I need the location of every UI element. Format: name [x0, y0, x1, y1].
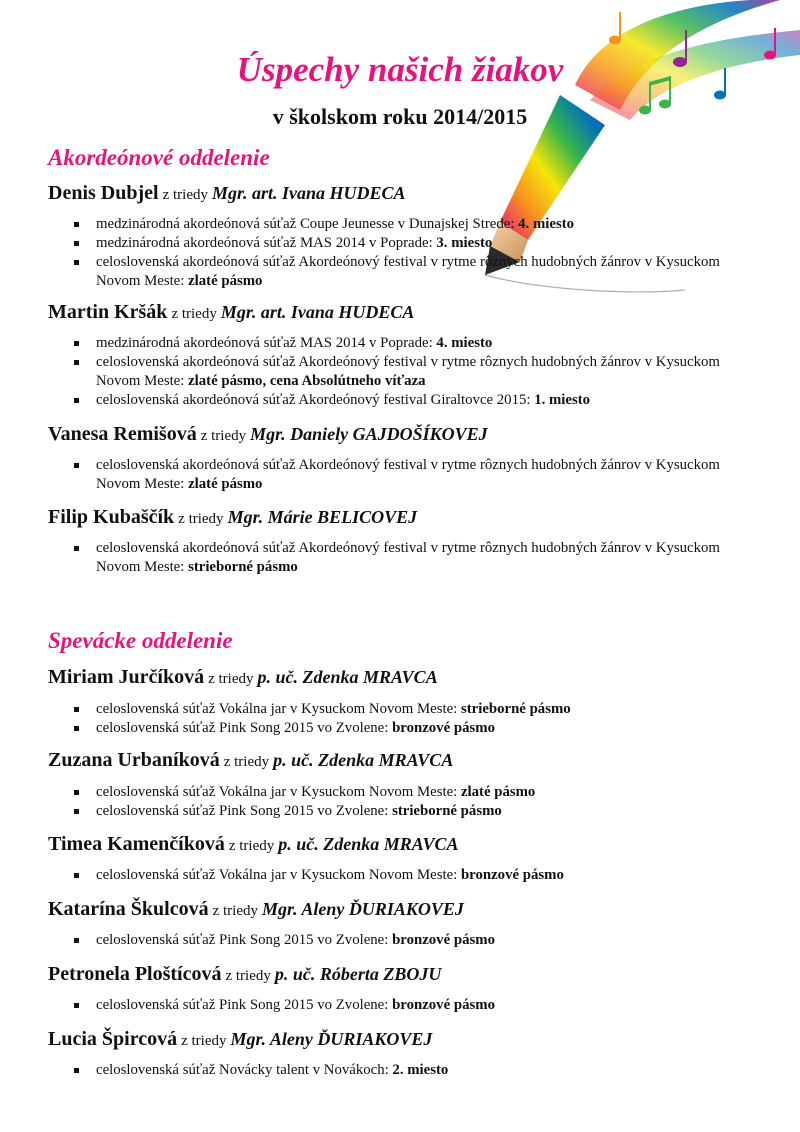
teacher-name: Mgr. Aleny ĎURIAKOVEJ	[261, 899, 464, 919]
list-item: celoslovenská súťaž Pink Song 2015 vo Zvolene: bronzové pásmo	[74, 931, 734, 950]
student-heading	[48, 503, 417, 533]
student-heading	[48, 895, 464, 925]
student-name: Martin Kršák	[48, 301, 168, 323]
student-name: Denis Dubjel	[48, 182, 159, 204]
teacher-name: p. uč. Róberta ZBOJU	[274, 964, 442, 984]
teacher-name: Mgr. Márie BELICOVEJ	[227, 507, 418, 527]
student-heading	[48, 746, 453, 776]
list-item: celoslovenská akordeónová súťaž Akordeónový festival v rytme rôznych hudobných žánrov v Kysuckom Novom Meste: strieborné pásmo	[74, 539, 734, 577]
teacher-name: p. uč. Zdenka MRAVCA	[257, 667, 438, 687]
student-heading	[48, 179, 406, 209]
student-name: Katarína Škulcová	[48, 898, 209, 920]
list-item: medzinárodná akordeónová súťaž MAS 2014 v Poprade: 3. miesto	[74, 234, 734, 253]
teacher-name: Mgr. Daniely GAJDOŠÍKOVEJ	[250, 424, 488, 444]
student-heading	[48, 960, 441, 990]
list-item: celoslovenská súťaž Pink Song 2015 vo Zvolene: bronzové pásmo	[74, 996, 734, 1015]
achievement-list	[74, 996, 734, 1015]
list-item: celoslovenská súťaž Pink Song 2015 vo Zvolene: strieborné pásmo	[74, 802, 734, 821]
class-prefix: z triedy	[225, 968, 271, 984]
class-prefix: z triedy	[162, 187, 208, 203]
teacher-name: p. uč. Zdenka MRAVCA	[273, 750, 454, 770]
student-heading	[48, 298, 414, 328]
achievement-list	[74, 456, 734, 494]
list-item: celoslovenská akordeónová súťaž Akordeónový festival Giraltovce 2015: 1. miesto	[74, 391, 734, 410]
student-name: Filip Kubaščík	[48, 506, 175, 528]
student-heading	[48, 830, 458, 860]
student-name: Vanesa Remišová	[48, 423, 197, 445]
student-name: Zuzana Urbaníková	[48, 749, 220, 771]
class-prefix: z triedy	[181, 1033, 227, 1049]
achievement-list	[74, 1061, 734, 1080]
achievement-list	[74, 700, 734, 738]
page-subtitle: v školskom roku 2014/2015	[272, 104, 528, 129]
page-title: Úspechy našich žiakov	[236, 50, 564, 89]
class-prefix: z triedy	[208, 671, 254, 687]
list-item: celoslovenská súťaž Vokálna jar v Kysuckom Novom Meste: zlaté pásmo	[74, 783, 734, 802]
list-item: medzinárodná akordeónová súťaž MAS 2014 v Poprade: 4. miesto	[74, 334, 734, 353]
list-item: medzinárodná akordeónová súťaž Coupe Jeunesse v Dunajskej Strede: 4. miesto	[74, 215, 734, 234]
achievement-list	[74, 931, 734, 950]
list-item: celoslovenská súťaž Pink Song 2015 vo Zvolene: bronzové pásmo	[74, 719, 734, 738]
teacher-name: Mgr. art. Ivana HUDECA	[211, 183, 406, 203]
achievement-list	[74, 783, 734, 821]
list-item: celoslovenská súťaž Novácky talent v Novákoch: 2. miesto	[74, 1061, 734, 1080]
class-prefix: z triedy	[223, 754, 270, 770]
teacher-name: p. uč. Zdenka MRAVCA	[278, 834, 459, 854]
class-prefix: z triedy	[178, 511, 224, 527]
achievement-list	[74, 334, 734, 410]
student-heading	[48, 1025, 432, 1055]
list-item: celoslovenská akordeónová súťaž Akordeónový festival v rytme rôznych hudobných žánrov v Kysuckom Novom Meste: zlaté pásmo	[74, 253, 734, 291]
department-heading-accordion: Akordeónové oddelenie	[48, 145, 270, 170]
class-prefix: z triedy	[200, 428, 247, 444]
teacher-name: Mgr. Aleny ĎURIAKOVEJ	[230, 1029, 433, 1049]
achievement-list	[74, 866, 734, 885]
achievement-list	[74, 215, 734, 291]
student-name: Lucia Špircová	[48, 1028, 178, 1050]
student-name: Petronela Ploštícová	[48, 963, 222, 985]
department-heading-vocal: Spevácke oddelenie	[48, 628, 233, 653]
list-item: celoslovenská súťaž Vokálna jar v Kysuckom Novom Meste: bronzové pásmo	[74, 866, 734, 885]
student-name: Miriam Jurčíková	[48, 666, 205, 688]
student-heading	[48, 420, 488, 450]
class-prefix: z triedy	[212, 903, 258, 919]
list-item: celoslovenská súťaž Vokálna jar v Kysuckom Novom Meste: strieborné pásmo	[74, 700, 734, 719]
list-item: celoslovenská akordeónová súťaž Akordeónový festival v rytme rôznych hudobných žánrov v Kysuckom Novom Meste: zlaté pásmo	[74, 456, 734, 494]
student-heading	[48, 663, 438, 693]
class-prefix: z triedy	[171, 306, 217, 322]
teacher-name: Mgr. art. Ivana HUDECA	[220, 302, 415, 322]
student-name: Timea Kamenčíková	[48, 833, 225, 855]
list-item: celoslovenská akordeónová súťaž Akordeónový festival v rytme rôznych hudobných žánrov v Kysuckom Novom Meste: zlaté pásmo, cena Absolútneho víťaza	[74, 353, 734, 391]
class-prefix: z triedy	[228, 838, 275, 854]
achievement-list	[74, 539, 734, 577]
